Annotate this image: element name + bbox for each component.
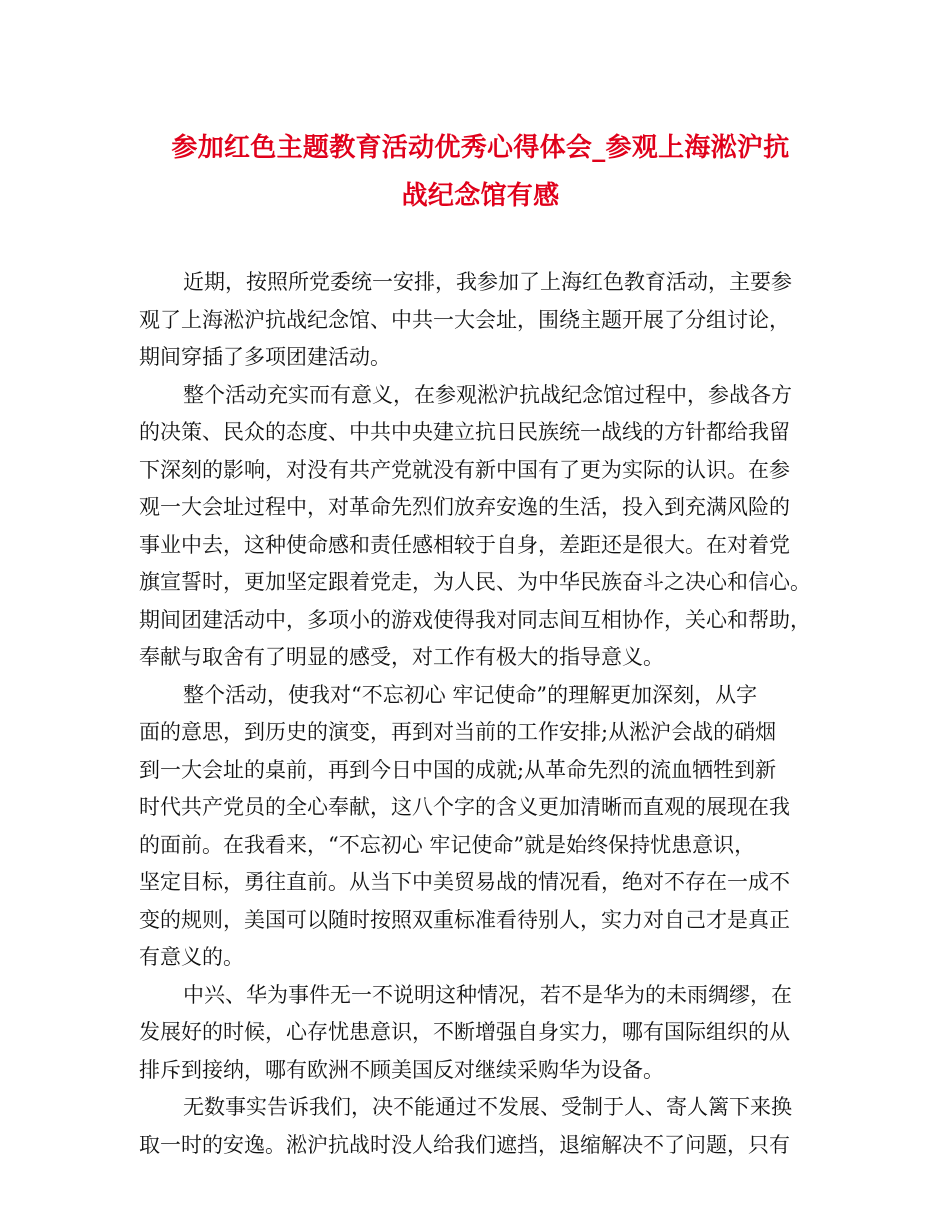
paragraph-2: [139, 377, 822, 677]
text-line: 下深刻的影响，对没有共产党就没有新中国有了更为实际的认识。在参: [139, 457, 790, 482]
text-line: 整个活动，使我对“不忘初心 牢记使命”的理解更加深刻，从字: [183, 682, 758, 707]
title-line: 战纪念馆有感: [401, 181, 560, 211]
text-line: 旗宣誓时，更加坚定跟着党走，为人民、为中华民族奋斗之决心和信心。: [139, 570, 811, 594]
paragraph-1: [139, 264, 822, 377]
text-line: 整个活动充实而有意义，在参观淞沪抗战纪念馆过程中，参战各方: [183, 382, 792, 407]
text-line: 时代共产党员的全心奉献，这八个字的含义更加清晰而直观的展现在我: [139, 795, 790, 819]
document-title: [139, 124, 822, 220]
title-line: 参加红色主题教育活动优秀心得体会_参观上海淞沪抗: [171, 133, 790, 163]
paragraph-4: [139, 977, 822, 1090]
text-line: 无数事实告诉我们，决不能通过不发展、受制于人、寄人篱下来换: [183, 1095, 792, 1119]
text-line: 的面前。在我看来，“不忘初心 牢记使命”就是始终保持忧患意识，: [139, 832, 756, 857]
text-line: 期间穿插了多项团建活动。: [139, 345, 391, 369]
text-line: 观了上海淞沪抗战纪念馆、中共一大会址，围绕主题开展了分组讨论，: [139, 307, 790, 332]
text-line: 发展好的时候，心存忧患意识，不断增强自身实力，哪有国际组织的从: [139, 1020, 790, 1044]
text-line: 到一大会址的桌前，再到今日中国的成就;从革命先烈的流血牺牲到新: [139, 757, 777, 782]
text-line: 奉献与取舍有了明显的感受，对工作有极大的指导意义。: [139, 645, 664, 669]
paragraph-5: [139, 1089, 822, 1164]
text-line: 事业中去，这种使命感和责任感相较于自身，差距还是很大。在对着党: [139, 532, 790, 557]
text-line: 有意义的。: [139, 945, 244, 969]
text-line: 期间团建活动中，多项小的游戏使得我对同志间互相协作，关心和帮助，: [139, 607, 811, 632]
text-line: 近期，按照所党委统一安排，我参加了上海红色教育活动，主要参: [183, 270, 792, 294]
text-line: 中兴、华为事件无一不说明这种情况，若不是华为的未雨绸缪，在: [183, 982, 792, 1007]
text-line: 取一时的安逸。淞沪抗战时没人给我们遮挡，退缩解决不了问题，只有: [139, 1132, 790, 1157]
text-line: 观一大会址过程中，对革命先烈们放弃安逸的生活，投入到充满风险的: [139, 495, 790, 519]
text-line: 排斥到接纳，哪有欧洲不顾美国反对继续采购华为设备。: [139, 1057, 664, 1082]
text-line: 坚定目标，勇往直前。从当下中美贸易战的情况看，绝对不存在一成不: [139, 870, 790, 894]
text-line: 变的规则，美国可以随时按照双重标准看待别人，实力对自己才是真正: [139, 907, 790, 932]
text-line: 面的意思，到历史的演变，再到对当前的工作安排;从淞沪会战的硝烟: [139, 720, 777, 744]
text-line: 的决策、民众的态度、中共中央建立抗日民族统一战线的方针都给我留: [139, 420, 790, 444]
paragraph-3: [139, 677, 822, 977]
